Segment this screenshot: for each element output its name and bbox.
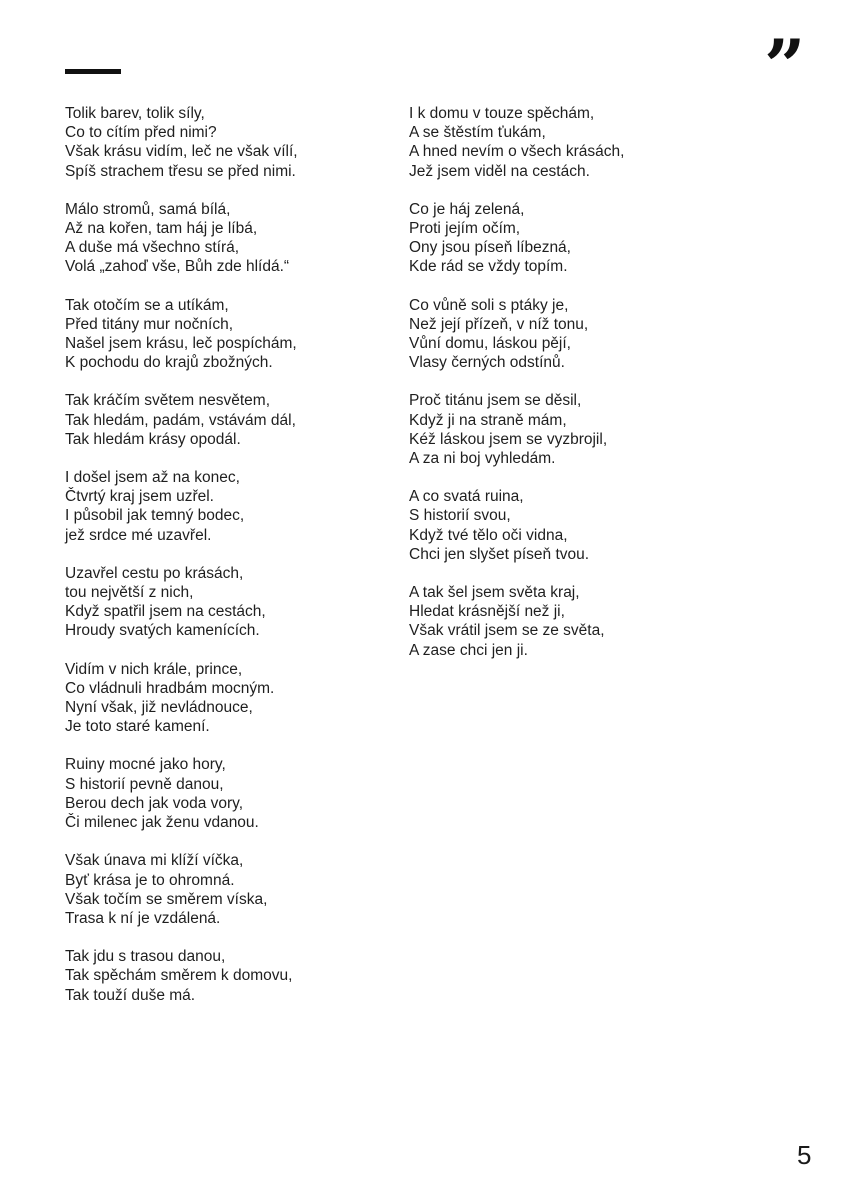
poem-line: tou největší z nich, (65, 584, 194, 602)
poem-stanza (65, 947, 385, 1005)
poem-line: I působil jak temný bodec, (65, 507, 245, 525)
poem-line: Kde rád se vždy topím. (409, 258, 568, 276)
poem-line: Však vrátil jsem se ze světa, (409, 622, 605, 640)
poem-line: Před titány mur nočních, (65, 315, 233, 333)
poem-line: Než její přízeň, v níž tonu, (409, 315, 589, 333)
poem-line: A za ni boj vyhledám. (409, 450, 556, 468)
poem-line: Však točím se směrem víska, (65, 890, 268, 908)
poem-line: A co svatá ruina, (409, 488, 524, 506)
poem-line: Kéž láskou jsem se vyzbrojil, (409, 430, 608, 448)
poem-line: Tak touží duše má. (65, 986, 196, 1004)
poem-line: Byť krása je to ohromná. (65, 871, 235, 889)
poem-line: I k domu v touze spěchám, (409, 105, 595, 122)
poem-line: Našel jsem krásu, leč pospíchám, (65, 335, 297, 353)
poem-line: Vůní domu, láskou pějí, (409, 335, 571, 353)
poem-line: Tak otočím se a utíkám, (65, 296, 229, 314)
poem-line: Hroudy svatých kamenících. (65, 622, 260, 640)
poem-line: Co je háj zelená, (409, 200, 525, 218)
poem-stanza (65, 468, 385, 545)
poem-line: Vidím v nich krále, prince, (65, 660, 243, 678)
poem-line: Tak hledám, padám, vstávám dál, (65, 411, 296, 429)
poem-line: Hledat krásnější než ji, (409, 603, 565, 621)
closing-quote-icon: ” (764, 23, 802, 108)
page-number: 5 (797, 1140, 812, 1170)
poem-line: Však krásu vidím, leč ne však vílí, (65, 143, 298, 161)
poem-stanza (65, 851, 385, 928)
poem-stanza (65, 200, 385, 277)
top-rule-divider (65, 69, 121, 74)
poem-stanza (65, 564, 385, 641)
poem-line: I došel jsem až na konec, (65, 469, 240, 487)
poem-line: Když ji na straně mám, (409, 411, 567, 429)
poem-stanza (409, 200, 729, 277)
poem-line: Trasa k ní je vzdálená. (65, 909, 221, 927)
poem-line: Až na kořen, tam háj je líbá, (65, 220, 258, 238)
poem-line: Proti jejím očím, (409, 220, 521, 238)
poem-line: Volá „zahoď vše, Bůh zde hlídá.“ (65, 258, 290, 276)
poem-stanza (409, 296, 729, 373)
poem-line: jež srdce mé uzavřel. (65, 526, 212, 544)
poem-line: A zase chci jen ji. (409, 641, 528, 659)
poem-line: Tak kráčím světem nesvětem, (65, 392, 271, 410)
poem-line: A tak šel jsem světa kraj, (409, 584, 580, 602)
poem-line: S historií pevně danou, (65, 775, 224, 793)
poem-stanza (409, 104, 729, 181)
poem-line: Proč titánu jsem se děsil, (409, 392, 582, 410)
poem-line: Tak jdu s trasou danou, (65, 948, 226, 966)
poem-line: Ony jsou píseň líbezná, (409, 239, 571, 257)
poem-stanza (65, 755, 385, 832)
poem-line: Málo stromů, samá bílá, (65, 200, 231, 218)
poem-stanza (409, 391, 729, 468)
poem-line: Uzavřel cestu po krásách, (65, 564, 244, 582)
poem-line: Když spatřil jsem na cestách, (65, 603, 266, 621)
poem-line: Co vůně soli s ptáky je, (409, 296, 569, 314)
poem-line: Tak spěchám směrem k domovu, (65, 967, 293, 985)
poem-stanza (65, 104, 385, 181)
poem-line: S historií svou, (409, 507, 511, 525)
poem-line: Chci jen slyšet píseň tvou. (409, 545, 590, 563)
poem-line: Jež jsem viděl na cestách. (409, 162, 590, 180)
poem-line: Ruiny mocné jako hory, (65, 756, 226, 774)
poem-line: Je toto staré kamení. (65, 718, 210, 736)
poem-stanza (65, 296, 385, 373)
poem-stanza (409, 487, 729, 564)
poem-line: Však únava mi klíží víčka, (65, 852, 244, 870)
poem-line: Spíš strachem třesu se před nimi. (65, 162, 296, 180)
poem-line: Co vládnuli hradbám mocným. (65, 679, 275, 697)
poem-stanza (65, 391, 385, 449)
poem-column-right (409, 104, 729, 679)
poem-line: Tak hledám krásy opodál. (65, 430, 241, 448)
poem-line: Tolik barev, tolik síly, (65, 105, 205, 122)
poem-line: Či milenec jak ženu vdanou. (65, 814, 259, 832)
poem-stanza (409, 583, 729, 660)
poem-column-left (65, 104, 385, 1024)
poem-stanza (65, 660, 385, 737)
poem-line: Když tvé tělo oči vidna, (409, 526, 568, 544)
poem-line: Vlasy černých odstínů. (409, 354, 565, 372)
poem-line: Čtvrtý kraj jsem uzřel. (65, 488, 214, 506)
poem-line: A hned nevím o všech krásách, (409, 143, 625, 161)
poem-line: Nyní však, již nevládnouce, (65, 699, 253, 717)
poem-line: A duše má všechno stírá, (65, 239, 240, 257)
poem-line: A se štěstím ťukám, (409, 124, 546, 142)
poem-line: Co to cítím před nimi? (65, 124, 217, 142)
poem-line: Berou dech jak voda vory, (65, 794, 244, 812)
poem-line: K pochodu do krajů zbožných. (65, 354, 273, 372)
